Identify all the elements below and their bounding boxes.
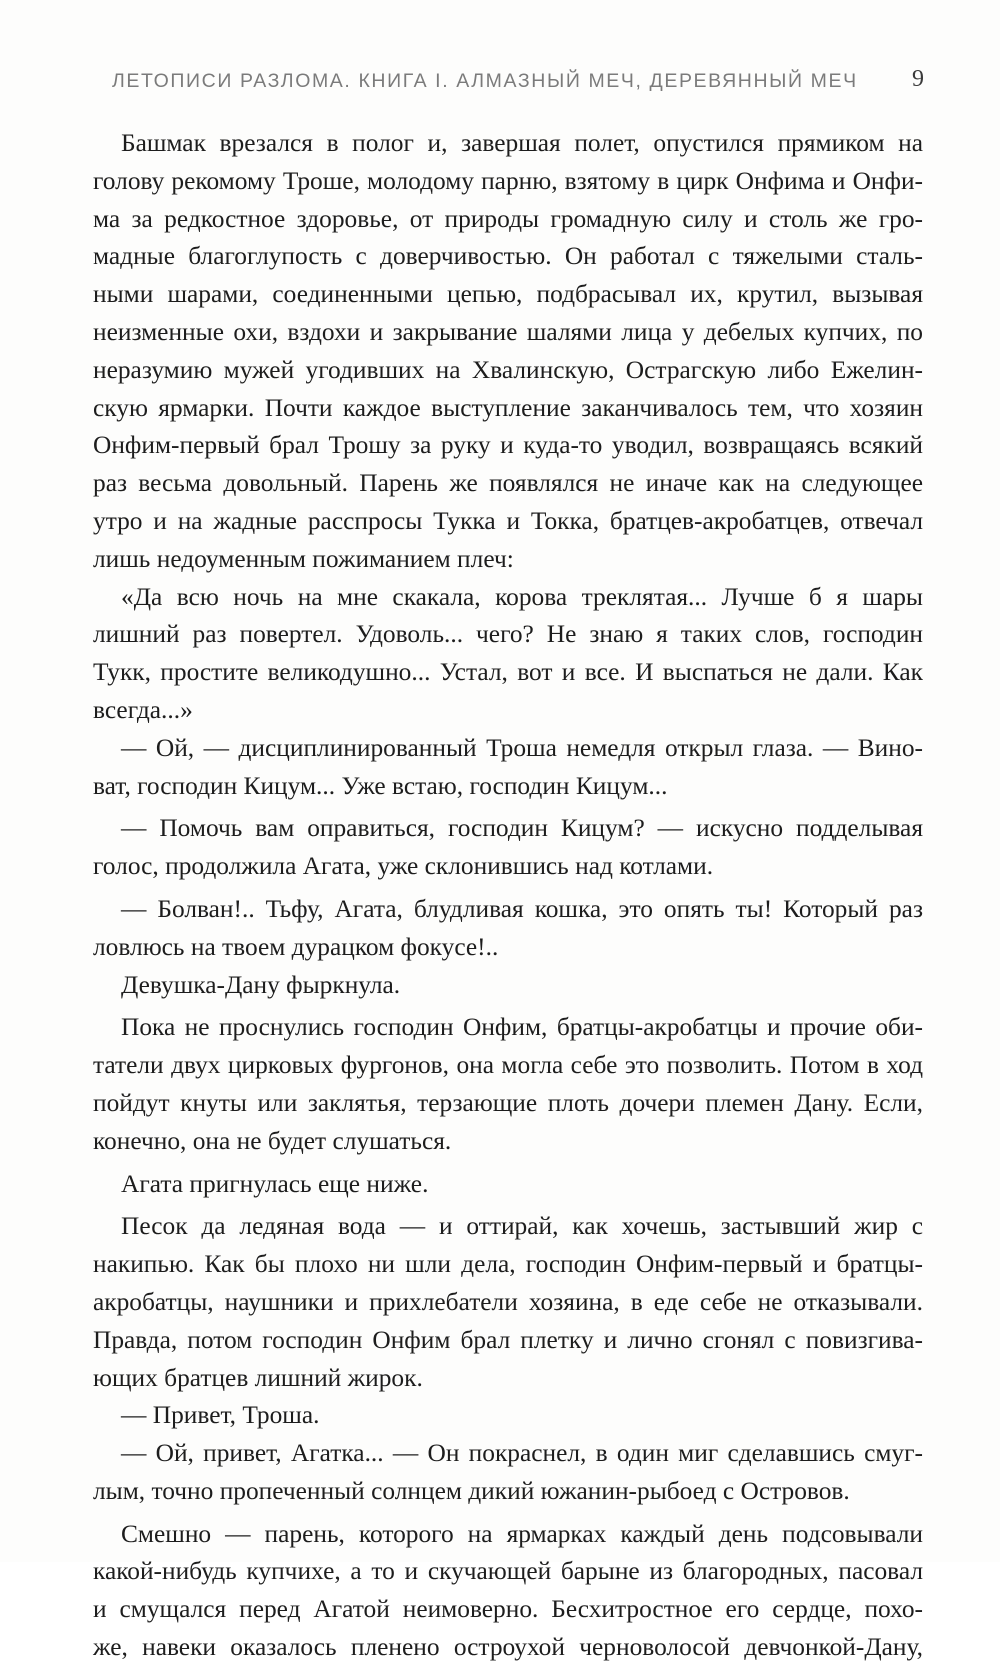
- text-line: всегда...»: [93, 695, 193, 724]
- paragraph-9: [93, 1208, 923, 1397]
- text-line: Онфим-первый брал Трошу за руку и куда-то уводил, возвращаясь всякий: [93, 431, 923, 460]
- text-line: лым, точно пропеченный солнцем дикий южанин-рыбоед с Островов.: [93, 1476, 850, 1505]
- paragraph-7: [93, 1009, 923, 1160]
- text-line: ловлюсь на твоем дурацком фокусе!..: [93, 932, 499, 961]
- text-line: голос, продолжила Агата, уже склонившись над котлами.: [93, 852, 714, 881]
- running-head-title: ЛЕТОПИСИ РАЗЛОМА. КНИГА I. АЛМАЗНЫЙ МЕЧ, ДЕРЕВЯННЫЙ МЕЧ: [112, 70, 858, 92]
- paragraph-6: [93, 967, 923, 1005]
- text-line: «Да всю ночь на мне скакала, корова треклятая... Лучше б я шары: [121, 582, 923, 611]
- paragraph-8: [93, 1166, 923, 1204]
- text-line: Башмак врезался в полог и, завершая полет, опустился прямиком на: [121, 129, 923, 157]
- paragraph-5: [93, 891, 923, 967]
- text-line: мадные благоглупость с доверчивостью. Он работал с тяжелыми сталь-: [93, 242, 923, 271]
- paragraph-12: [93, 1516, 923, 1667]
- text-line: неизменные охи, вздохи и закрывание шалями лица у дебелых купчих, по: [93, 317, 923, 346]
- text-line: ными шарами, соединенными цепью, подбрасывал их, крутил, вызывая: [93, 280, 923, 309]
- text-line: ма за редкостное здоровье, от природы громадную силу и столь же гро-: [93, 204, 923, 233]
- paragraph-10: [93, 1397, 923, 1435]
- text-line: лишь недоуменным пожиманием плеч:: [93, 544, 514, 573]
- text-line: акробатцы, наушники и прихлебатели хозяина, в еде себе не отказывали.: [93, 1287, 923, 1316]
- text-line: ющих братцев лишний жирок.: [93, 1363, 423, 1392]
- text-line: татели двух цирковых фургонов, она могла себе это позволить. Потом в ход: [93, 1051, 923, 1080]
- body-text: [93, 125, 923, 1667]
- text-line: раз весьма довольный. Парень же появлялся не иначе как на следующее: [93, 469, 923, 498]
- text-line: же, навеки оказалось пленено остроухой черноволосой девчонкой-Дану,: [93, 1633, 923, 1662]
- text-line: Пока не проснулись господин Онфим, братцы-акробатцы и прочие оби-: [121, 1013, 923, 1042]
- page-number: 9: [912, 66, 924, 92]
- text-line: неразумию мужей угодивших на Хвалинскую, Острагскую либо Ежелин-: [93, 355, 923, 384]
- text-line: конечно, она не будет слушаться.: [93, 1126, 452, 1155]
- text-line: Девушка-Дану фыркнула.: [121, 970, 401, 999]
- text-line: скую ярмарки. Почти каждое выступление заканчивалось тем, что хозяин: [93, 393, 923, 422]
- text-line: лишний раз повертел. Удоволь... чего? Не знаю я таких слов, господин: [93, 620, 923, 649]
- text-line: ват, господин Кицум... Уже встаю, господин Кицум...: [93, 771, 668, 800]
- text-line: Смешно — парень, которого на ярмарках каждый день подсовывали: [121, 1519, 923, 1548]
- text-line: голову рекомому Троше, молодому парню, взятому в цирк Онфима и Онфи-: [93, 166, 923, 195]
- text-line: — Ой, — дисциплинированный Троша немедля открыл глаза. — Вино-: [121, 733, 923, 762]
- text-line: Правда, потом господин Онфим брал плетку и лично сгонял с повизгива-: [93, 1325, 923, 1354]
- text-line: — Болван!.. Тьфу, Агата, блудливая кошка, это опять ты! Который раз: [121, 894, 923, 923]
- paragraph-11: [93, 1435, 923, 1511]
- text-line: — Привет, Троша.: [121, 1401, 320, 1430]
- paragraph-1: [93, 125, 923, 579]
- paragraph-4: [93, 810, 923, 886]
- paragraph-2: [93, 579, 923, 730]
- text-line: утро и на жадные расспросы Тукка и Токка, братцев-акробатцев, отвечал: [93, 506, 923, 535]
- text-line: — Ой, привет, Агатка... — Он покраснел, в один миг сделавшись смуг-: [121, 1439, 923, 1468]
- text-line: Агата пригнулась еще ниже.: [121, 1169, 429, 1198]
- text-line: и смущался перед Агатой неимоверно. Бесхитростное его сердце, похо-: [93, 1595, 923, 1624]
- text-line: Тукк, простите великодушно... Устал, вот и все. И выспаться не дали. Как: [93, 658, 923, 687]
- paragraph-3: [93, 730, 923, 806]
- text-line: пойдут кнуты или заклятья, терзающие плоть дочери племен Дану. Если,: [93, 1088, 923, 1117]
- text-line: Песок да ледяная вода — и оттирай, как хочешь, застывший жир с: [121, 1212, 923, 1241]
- text-line: накипью. Как бы плохо ни шли дела, господин Онфим-первый и братцы-: [93, 1250, 923, 1279]
- text-line: — Помочь вам оправиться, господин Кицум? — искусно подделывая: [121, 814, 923, 843]
- text-line: какой-нибудь купчихе, а то и скучающей барыне из благородных, пасовал: [93, 1557, 923, 1586]
